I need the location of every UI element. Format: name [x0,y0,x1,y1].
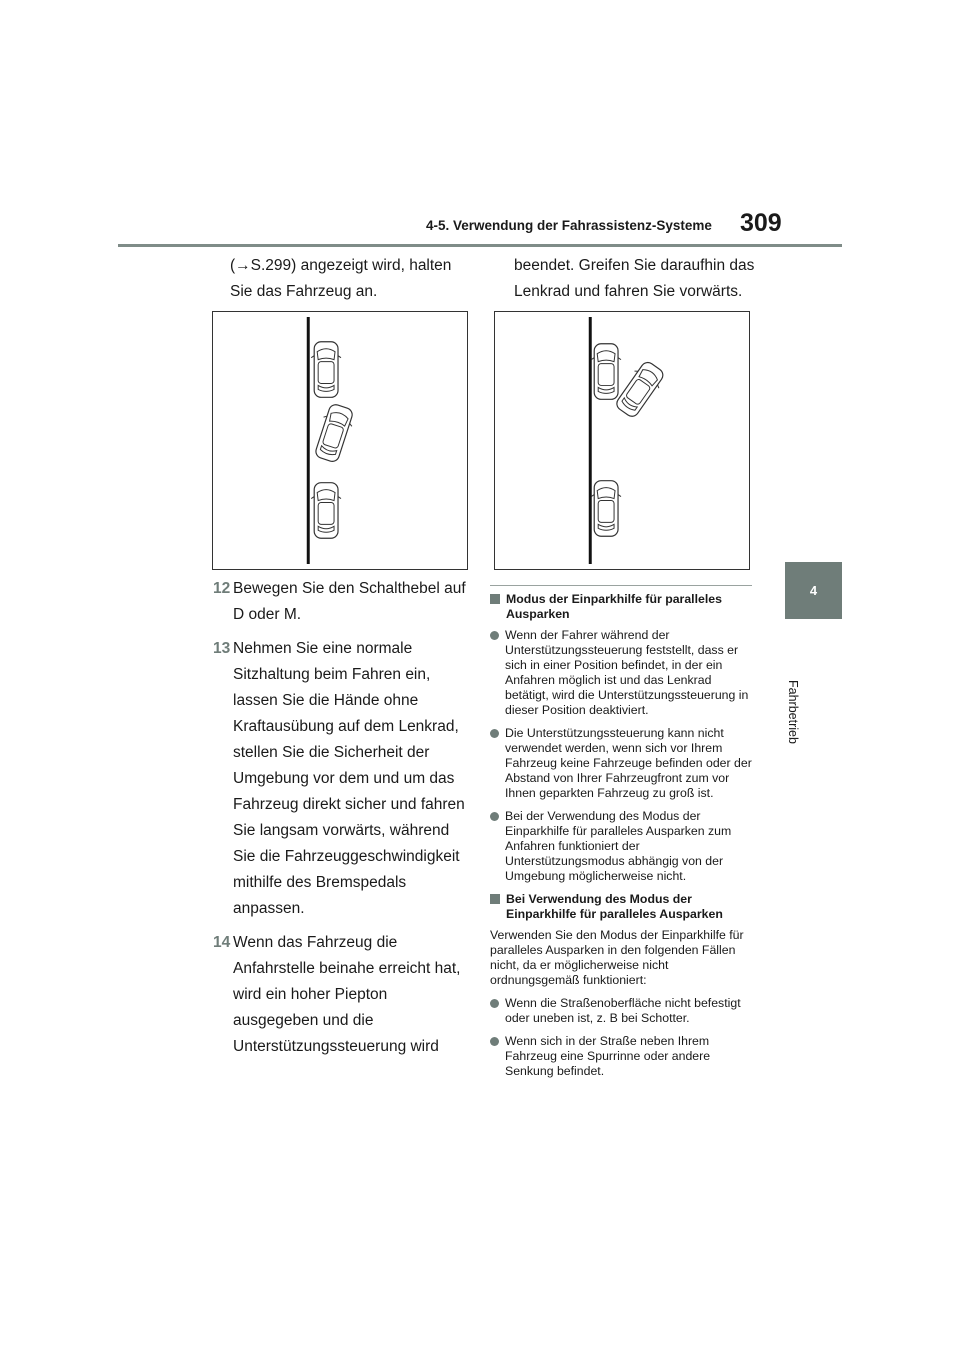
circle-bullet-icon [490,631,499,640]
step-text: Wenn das Fahrzeug die Anfahrstelle beinahe erreicht hat, wird ein hoher Piepton ausgegeben und die Unterstützungssteuerung wird [233,934,461,1055]
chapter-label: Fahrbetrieb [786,680,800,744]
note-heading-1 [490,592,752,622]
note-bullet-text: Wenn sich in der Straße neben Ihrem Fahrzeug eine Spurrinne oder andere Senkung befindet. [505,1034,711,1078]
note-bullet [490,628,752,718]
parking-illustration-1 [212,311,468,570]
parking-illustration-2 [494,311,750,570]
note-intro: Verwenden Sie den Modus der Einparkhilfe für paralleles Ausparken in den folgenden Fällen nicht, da er möglicherweise nicht ordnungsgemäß funktioniert: [490,928,744,987]
step-number: 13 [213,640,231,657]
circle-bullet-icon [490,1037,499,1046]
circle-bullet-icon [490,812,499,821]
note-bullet [490,726,752,801]
square-bullet-icon [490,894,500,904]
note-bullet-text: Bei der Verwendung des Modus der Einparkhilfe für paralleles Ausparken zum Anfahren funktioniert der Unterstützungsmodus abhängig von der Umgebung möglicherweise nicht. [505,809,732,883]
right-continuation-text: beendet. Greifen Sie daraufhin das Lenkrad und fahren Sie vorwärts. [514,257,755,300]
chapter-tab[interactable]: 4 [785,562,842,619]
page-number: 309 [740,209,782,237]
note-heading-2 [490,892,752,922]
header-rule [118,244,842,247]
notes-column [490,585,752,1087]
note-bullet-text: Wenn der Fahrer während der Unterstützungssteuerung feststellt, dass er sich in einer Position befindet, in der ein Anfahren möglich ist und das Lenkrad betätigt, wird die Unterstützungssteuerung in dieser Position deaktiviert. [505,628,749,717]
circle-bullet-icon [490,999,499,1008]
left-continuation-text: (→S.299) angezeigt wird, halten Sie das Fahrzeug an. [230,257,452,300]
step-number: 14 [213,934,231,951]
step-number: 12 [213,580,231,597]
note-bullet [490,809,752,884]
note-bullet [490,996,752,1026]
note-bullet-text: Die Unterstützungssteuerung kann nicht verwendet werden, wenn sich vor Ihrem Fahrzeug keine Fahrzeuge befinden oder der Abstand von Ihrer Fahrzeugfront zum vor Ihnen geparkten Fahrzeug zu groß ist. [505,726,752,800]
instruction-steps [213,576,473,1068]
step-12 [213,576,473,628]
section-divider [490,585,752,586]
square-bullet-icon [490,594,500,604]
note-heading-text: Bei Verwendung des Modus der Einparkhilfe für paralleles Ausparken [506,892,723,921]
step-text: Nehmen Sie eine normale Sitzhaltung beim Fahren ein, lassen Sie die Hände ohne Kraftausübung auf dem Lenkrad, stellen Sie die Sicherheit der Umgebung vor dem und um das Fahrzeug direkt sicher und fahren Sie langsam vorwärts, während Sie die Fahrzeuggeschwindigkeit mithilfe des Bremspedals anpassen. [233,640,465,917]
section-header-title: 4-5. Verwendung der Fahrassistenz-Systeme [426,218,712,233]
note-bullet-text: Wenn die Straßenoberfläche nicht befestigt oder uneben ist, z. B bei Schotter. [505,996,741,1025]
note-bullet [490,1034,752,1079]
step-14 [213,930,473,1060]
note-heading-text: Modus der Einparkhilfe für paralleles Ausparken [506,592,722,621]
step-13 [213,636,473,922]
circle-bullet-icon [490,729,499,738]
step-text: Bewegen Sie den Schalthebel auf D oder M. [233,580,466,623]
